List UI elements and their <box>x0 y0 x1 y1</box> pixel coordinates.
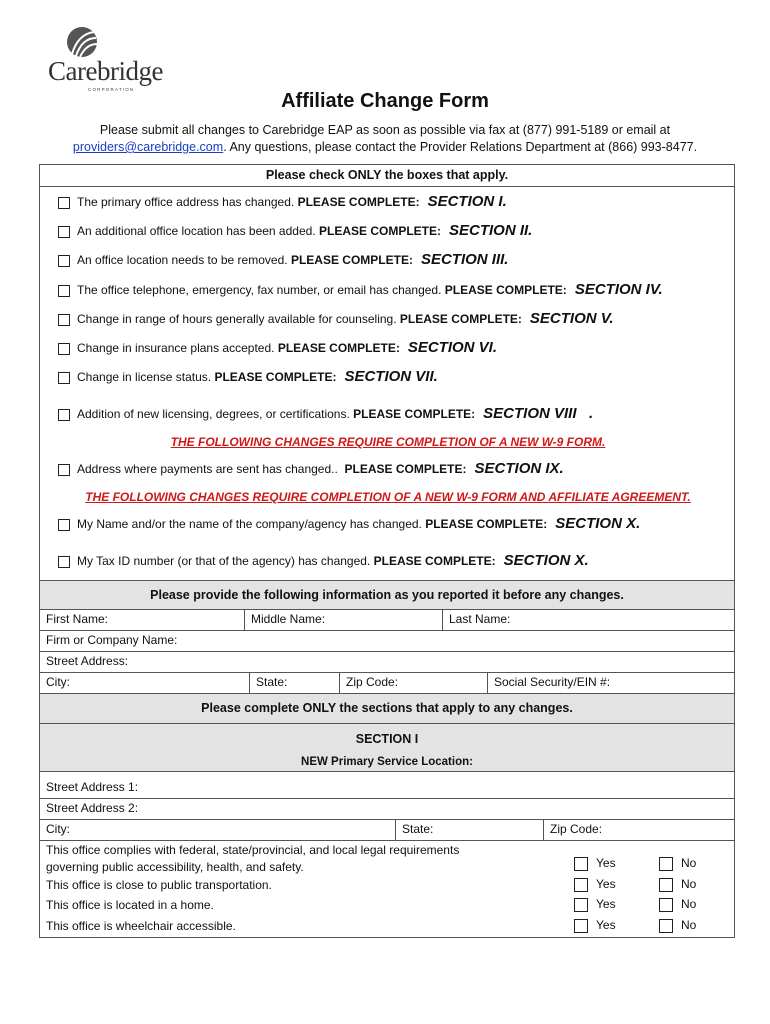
checkbox[interactable] <box>58 314 70 326</box>
middle-name-field[interactable]: Middle Name: <box>245 609 443 630</box>
carebridge-logo <box>44 26 164 96</box>
complete-label: PLEASE COMPLETE: <box>297 195 420 209</box>
option-row-5[interactable] <box>58 310 614 327</box>
complete-label: PLEASE COMPLETE: <box>214 370 337 384</box>
city-field[interactable]: City: <box>40 672 250 693</box>
section-ref: SECTION V. <box>529 310 614 327</box>
section-ref: SECTION VI. <box>407 339 498 356</box>
section-ref: SECTION X. <box>555 515 641 532</box>
yes-label: Yes <box>596 877 616 891</box>
no-label: No <box>681 897 697 911</box>
option-text: An additional office location has been added. <box>77 224 316 238</box>
new-street1-field[interactable]: Street Address 1: <box>46 780 139 794</box>
option-text: Change in license status. <box>77 370 212 384</box>
ssn-field[interactable]: Social Security/EIN #: <box>494 675 611 689</box>
no-label: No <box>681 856 697 870</box>
section-ref: SECTION IV. <box>574 281 663 298</box>
last-name-field[interactable]: Last Name: <box>449 612 511 626</box>
section1-header <box>40 724 734 772</box>
checkbox[interactable] <box>58 409 70 421</box>
checkbox[interactable] <box>659 878 673 892</box>
logo-mark-icon <box>64 26 104 60</box>
checkbox[interactable] <box>58 464 70 476</box>
checkbox[interactable] <box>58 226 70 238</box>
option-text: Change in range of hours generally available for counseling. <box>77 312 397 326</box>
complete-label: PLEASE COMPLETE: <box>318 224 441 238</box>
logo-sub: CORPORATION <box>88 87 135 92</box>
checkbox[interactable] <box>574 919 588 933</box>
option-text: The office telephone, emergency, fax number, or email has changed. <box>77 283 442 297</box>
option-text: The primary office address has changed. <box>77 195 295 209</box>
zip-field[interactable]: Zip Code: <box>340 672 488 693</box>
option-row-10[interactable] <box>58 515 640 532</box>
complete-label: PLEASE COMPLETE: <box>444 283 567 297</box>
option-text: Address where payments are sent has changed. <box>77 462 335 476</box>
intro-line1: Please submit all changes to Carebridge EAP as soon as possible via fax at (877) 991-5189 or email at <box>99 123 671 137</box>
yes-label: Yes <box>596 856 616 870</box>
sections-table <box>39 693 735 938</box>
complete-label: PLEASE COMPLETE: <box>425 517 548 531</box>
no-option-1[interactable] <box>659 856 696 871</box>
option-row-3[interactable] <box>58 251 508 268</box>
section-ref: SECTION III. <box>420 251 509 268</box>
checkbox[interactable] <box>58 372 70 384</box>
checkbox[interactable] <box>574 878 588 892</box>
complete-label: PLEASE COMPLETE: <box>353 407 476 421</box>
option-text: My Name and/or the name of the company/agency has changed. <box>77 517 422 531</box>
question-text: governing public accessibility, health, and safety. <box>46 860 304 874</box>
complete-label: PLEASE COMPLETE: <box>290 253 413 267</box>
section-ref: SECTION I. <box>427 193 507 210</box>
yes-option-4[interactable] <box>574 918 616 933</box>
section-ref: SECTION VII. <box>344 368 438 385</box>
state-field[interactable]: State: <box>250 672 340 693</box>
option-row-6[interactable] <box>58 339 497 356</box>
new-city-field[interactable]: City: <box>40 819 396 840</box>
checkbox[interactable] <box>58 285 70 297</box>
no-label: No <box>681 918 697 932</box>
checkbox[interactable] <box>58 255 70 267</box>
option-row-7[interactable] <box>58 368 438 385</box>
option-row-11[interactable] <box>58 552 589 569</box>
option-row-9[interactable]: Address where payments are sent has changed.. PLEASE COMPLETE: SECTION IX. <box>58 460 564 477</box>
sections-header: Please complete ONLY the sections that apply to any changes. <box>40 694 734 724</box>
no-option-2[interactable] <box>659 877 696 892</box>
section-ref: SECTION X. <box>503 552 589 569</box>
option-text: Change in insurance plans accepted. <box>77 341 275 355</box>
first-name-field[interactable]: First Name: <box>40 609 245 630</box>
no-option-4[interactable] <box>659 918 696 933</box>
checkbox[interactable] <box>659 919 673 933</box>
yes-label: Yes <box>596 897 616 911</box>
checkbox[interactable] <box>659 898 673 912</box>
new-zip-field[interactable]: Zip Code: <box>550 822 603 836</box>
firm-name-field[interactable]: Firm or Company Name: <box>46 633 178 647</box>
section-ref: SECTION VIII . <box>483 405 594 422</box>
complete-label: PLEASE COMPLETE: <box>344 462 467 476</box>
complete-label: PLEASE COMPLETE: <box>373 554 496 568</box>
intro-text <box>40 122 730 156</box>
checkbox[interactable] <box>574 898 588 912</box>
new-street2-field[interactable]: Street Address 2: <box>46 801 139 815</box>
checkbox[interactable] <box>58 519 70 531</box>
checkbox[interactable] <box>659 857 673 871</box>
section1-title: SECTION I <box>355 732 419 746</box>
intro-line2: . Any questions, please contact the Provider Relations Department at (866) 993-8477. <box>223 140 698 154</box>
w9-agreement-notice: THE FOLLOWING CHANGES REQUIRE COMPLETION OF A NEW W-9 FORM AND AFFILIATE AGREEMENT. <box>85 490 691 504</box>
checkbox[interactable] <box>58 197 70 209</box>
no-option-3[interactable] <box>659 897 696 912</box>
checklist-header: Please check ONLY the boxes that apply. <box>40 165 734 187</box>
question-3: This office is located in a home. <box>46 898 214 912</box>
complete-label: PLEASE COMPLETE: <box>399 312 522 326</box>
prior-info-table <box>39 580 735 694</box>
new-state-field[interactable]: State: <box>396 819 544 840</box>
option-row-1[interactable] <box>58 193 507 210</box>
yes-label: Yes <box>596 918 616 932</box>
option-row-4[interactable] <box>58 281 663 298</box>
yes-option-3[interactable] <box>574 897 616 912</box>
prior-info-header: Please provide the following information as you reported it before any changes. <box>40 581 734 610</box>
section-ref: SECTION IX. <box>474 460 564 477</box>
logo-name: Carebridge <box>48 56 163 86</box>
page-title: Affiliate Change Form <box>281 90 489 112</box>
option-row-2[interactable] <box>58 222 532 239</box>
change-checklist <box>39 164 735 581</box>
option-row-8[interactable] <box>58 405 593 422</box>
w9-notice: THE FOLLOWING CHANGES REQUIRE COMPLETION OF A NEW W-9 FORM. <box>170 435 606 449</box>
option-text: Addition of new licensing, degrees, or certifications. <box>77 407 350 421</box>
checkbox[interactable] <box>58 343 70 355</box>
street-address-field[interactable]: Street Address: <box>46 654 129 668</box>
yes-option-2[interactable] <box>574 877 616 892</box>
question-1 <box>46 842 459 876</box>
question-2: This office is close to public transportation. <box>46 878 272 892</box>
option-text: An office location needs to be removed. <box>77 253 288 267</box>
email-link[interactable]: providers@carebridge.com <box>72 140 224 154</box>
section-ref: SECTION II. <box>449 222 533 239</box>
question-4: This office is wheelchair accessible. <box>46 919 236 933</box>
yes-option-1[interactable] <box>574 856 616 871</box>
section1-subtitle: NEW Primary Service Location: <box>301 756 473 768</box>
complete-label: PLEASE COMPLETE: <box>277 341 400 355</box>
no-label: No <box>681 877 697 891</box>
checkbox[interactable] <box>574 857 588 871</box>
option-text: My Tax ID number (or that of the agency) has changed. <box>77 554 371 568</box>
checkbox[interactable] <box>58 556 70 568</box>
question-text: This office complies with federal, state/provincial, and local legal requirements <box>46 843 460 857</box>
